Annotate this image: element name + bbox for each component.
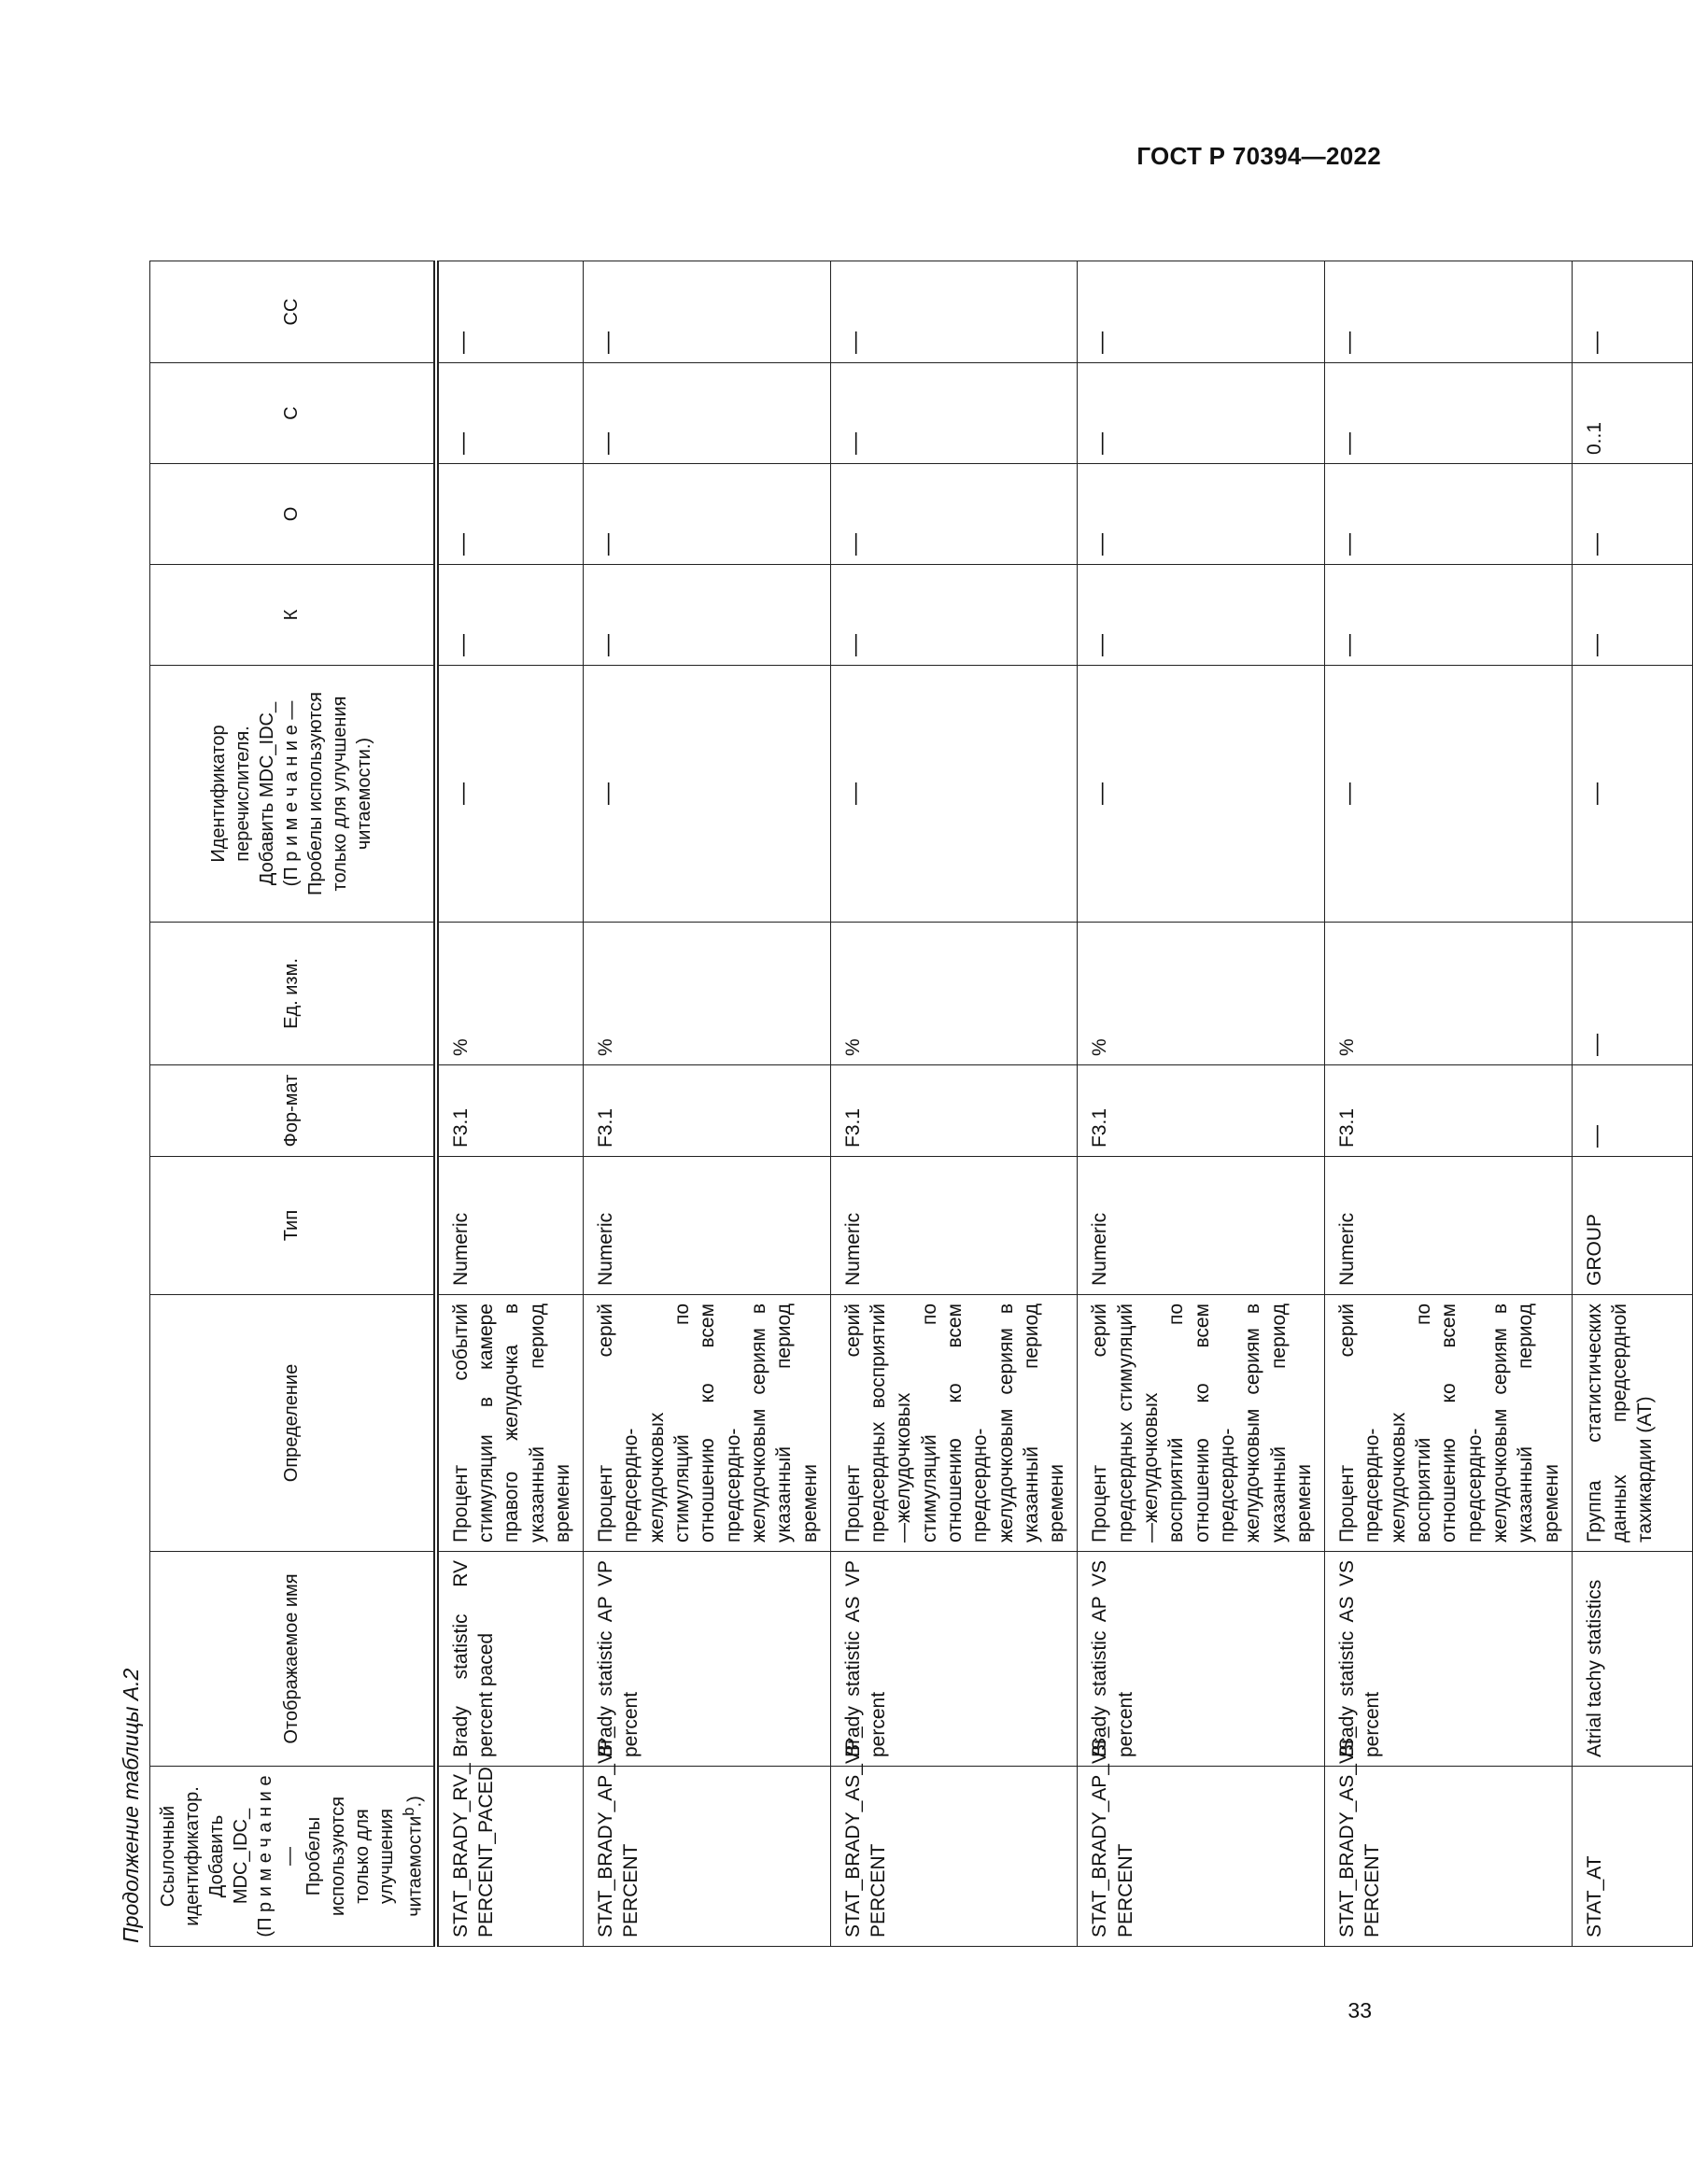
cell-definition: Процент серий предсердно-желудочковых стимуляций по отношению ко всем предсердно-желудочковым сериям в указанный период времени xyxy=(584,1295,831,1552)
header-display-name: Отображаемое имя xyxy=(150,1552,436,1767)
cell-o: — xyxy=(1078,464,1325,565)
cell-display-name: Brady statistic AP VP percent xyxy=(584,1552,831,1767)
cell-k: — xyxy=(584,565,831,666)
header-line: Идентификатор xyxy=(208,725,230,863)
cell-enum-id: — xyxy=(436,666,584,923)
cell-type: Numeric xyxy=(1325,1157,1573,1295)
cell-unit: % xyxy=(584,923,831,1065)
rotated-table-container xyxy=(112,261,1657,1947)
cell-unit: — xyxy=(1572,923,1692,1065)
cell-type: Numeric xyxy=(830,1157,1078,1295)
header-line: Добавить MDC_IDC_ xyxy=(206,1808,251,1905)
cell-definition: Процент серий предсердных восприятий—желудочковых стимуляций по отношению ко всем предсердно-желудочковым сериям в указанный период времени xyxy=(830,1295,1078,1552)
footnote-mark: b xyxy=(400,1807,417,1816)
header-enum-id xyxy=(150,666,436,923)
cell-unit: % xyxy=(1325,923,1573,1065)
cell-c: — xyxy=(436,363,584,464)
header-text: .) xyxy=(404,1796,426,1808)
cell-cc: — xyxy=(1078,261,1325,363)
header-cc: СС xyxy=(150,261,436,363)
cell-enum-id: — xyxy=(830,666,1078,923)
header-type: Тип xyxy=(150,1157,436,1295)
cell-k: — xyxy=(1078,565,1325,666)
table-header-row xyxy=(150,261,436,1947)
cell-ref-id: STAT_BRADY_AS_VP_ PERCENT xyxy=(830,1767,1078,1947)
cell-type: Numeric xyxy=(1078,1157,1325,1295)
cell-cc: — xyxy=(830,261,1078,363)
cell-ref-id: STAT_AT xyxy=(1572,1767,1692,1947)
cell-o: — xyxy=(436,464,584,565)
cell-enum-id: — xyxy=(1325,666,1573,923)
page-number: 33 xyxy=(1347,1998,1372,2022)
cell-enum-id: — xyxy=(584,666,831,923)
cell-unit: % xyxy=(436,923,584,1065)
header-line: Добавить MDC_IDC_ xyxy=(257,701,278,886)
table-row xyxy=(1325,261,1573,1947)
header-line: Ссылочный xyxy=(158,1805,178,1908)
cell-display-name: Brady statistic AS VP percent xyxy=(830,1552,1078,1767)
cell-ref-id: STAT_BRADY_AS_VS_ PERCENT xyxy=(1325,1767,1573,1947)
cell-k: — xyxy=(830,565,1078,666)
header-text: читаемости xyxy=(404,1815,426,1917)
cell-cc: — xyxy=(1572,261,1692,363)
data-table xyxy=(149,261,1693,1947)
header-line: читаемости.) xyxy=(354,737,375,851)
table-row xyxy=(436,261,584,1947)
cell-format: F3.1 xyxy=(830,1065,1078,1157)
cell-format: F3.1 xyxy=(1078,1065,1325,1157)
cell-definition: Процент событий стимуляции в камере правого желудочка в указанный период времени xyxy=(436,1295,584,1552)
cell-type: Numeric xyxy=(584,1157,831,1295)
header-line: только для улучшения xyxy=(352,1809,397,1904)
cell-ref-id: STAT_BRADY_AP_VP_ PERCENT xyxy=(584,1767,831,1947)
header-line: (П р и м е ч а н и е — xyxy=(255,1775,300,1937)
standard-header: ГОСТ Р 70394—2022 xyxy=(1136,142,1381,170)
cell-type: Numeric xyxy=(436,1157,584,1295)
cell-o: — xyxy=(1325,464,1573,565)
cell-display-name: Atrial tachy statistics xyxy=(1572,1552,1692,1767)
cell-c: 0..1 xyxy=(1572,363,1692,464)
cell-o: — xyxy=(1572,464,1692,565)
header-line: перечислителя. xyxy=(233,726,254,862)
header-line: (П р и м е ч а н и е — xyxy=(281,700,303,887)
header-k: К xyxy=(150,565,436,666)
cell-o: — xyxy=(584,464,831,565)
cell-ref-id: STAT_BRADY_AP_VS_ PERCENT xyxy=(1078,1767,1325,1947)
cell-k: — xyxy=(1572,565,1692,666)
header-line: Пробелы используются xyxy=(303,1796,348,1917)
cell-display-name: Brady statistic AS VS percent xyxy=(1325,1552,1573,1767)
header-line: только для улучшения xyxy=(330,696,351,892)
cell-format: F3.1 xyxy=(436,1065,584,1157)
cell-cc: — xyxy=(584,261,831,363)
cell-c: — xyxy=(830,363,1078,464)
cell-display-name: Brady statistic RV percent paced xyxy=(436,1552,584,1767)
table-row xyxy=(1572,261,1692,1947)
cell-c: — xyxy=(1078,363,1325,464)
cell-k: — xyxy=(1325,565,1573,666)
header-format: Фор-мат xyxy=(150,1065,436,1157)
header-line: идентификатор. xyxy=(182,1786,203,1926)
table-row xyxy=(1078,261,1325,1947)
table-row xyxy=(584,261,831,1947)
cell-enum-id: — xyxy=(1572,666,1692,923)
header-unit: Ед. изм. xyxy=(150,923,436,1065)
header-definition: Определение xyxy=(150,1295,436,1552)
cell-format: F3.1 xyxy=(584,1065,831,1157)
header-ref-id xyxy=(150,1767,436,1947)
cell-ref-id: STAT_BRADY_RV_ PERCENT_PACED xyxy=(436,1767,584,1947)
cell-definition: Процент серий предсердных стимуляций—желудочковых восприятий по отношению ко всем предсердно-желудочковым сериям в указанный период времени xyxy=(1078,1295,1325,1552)
cell-enum-id: — xyxy=(1078,666,1325,923)
cell-definition: Процент серий предсердно-желудочковых восприятий по отношению ко всем предсердно-желудочковым сериям в указанный период времени xyxy=(1325,1295,1573,1552)
table-caption: Продолжение таблицы А.2 xyxy=(119,1668,143,1943)
cell-type: GROUP xyxy=(1572,1157,1692,1295)
table-row xyxy=(830,261,1078,1947)
cell-format: F3.1 xyxy=(1325,1065,1573,1157)
cell-cc: — xyxy=(1325,261,1573,363)
cell-c: — xyxy=(584,363,831,464)
cell-format: — xyxy=(1572,1065,1692,1157)
header-c: С xyxy=(150,363,436,464)
header-line xyxy=(399,1772,428,1940)
cell-unit: % xyxy=(1078,923,1325,1065)
header-line: Пробелы используются xyxy=(305,692,327,895)
cell-display-name: Brady statistic AP VS percent xyxy=(1078,1552,1325,1767)
cell-definition: Группа статистических данных предсердной тахикардии (AT) xyxy=(1572,1295,1692,1552)
cell-k: — xyxy=(436,565,584,666)
cell-c: — xyxy=(1325,363,1573,464)
cell-cc: — xyxy=(436,261,584,363)
cell-unit: % xyxy=(830,923,1078,1065)
header-o: О xyxy=(150,464,436,565)
cell-o: — xyxy=(830,464,1078,565)
